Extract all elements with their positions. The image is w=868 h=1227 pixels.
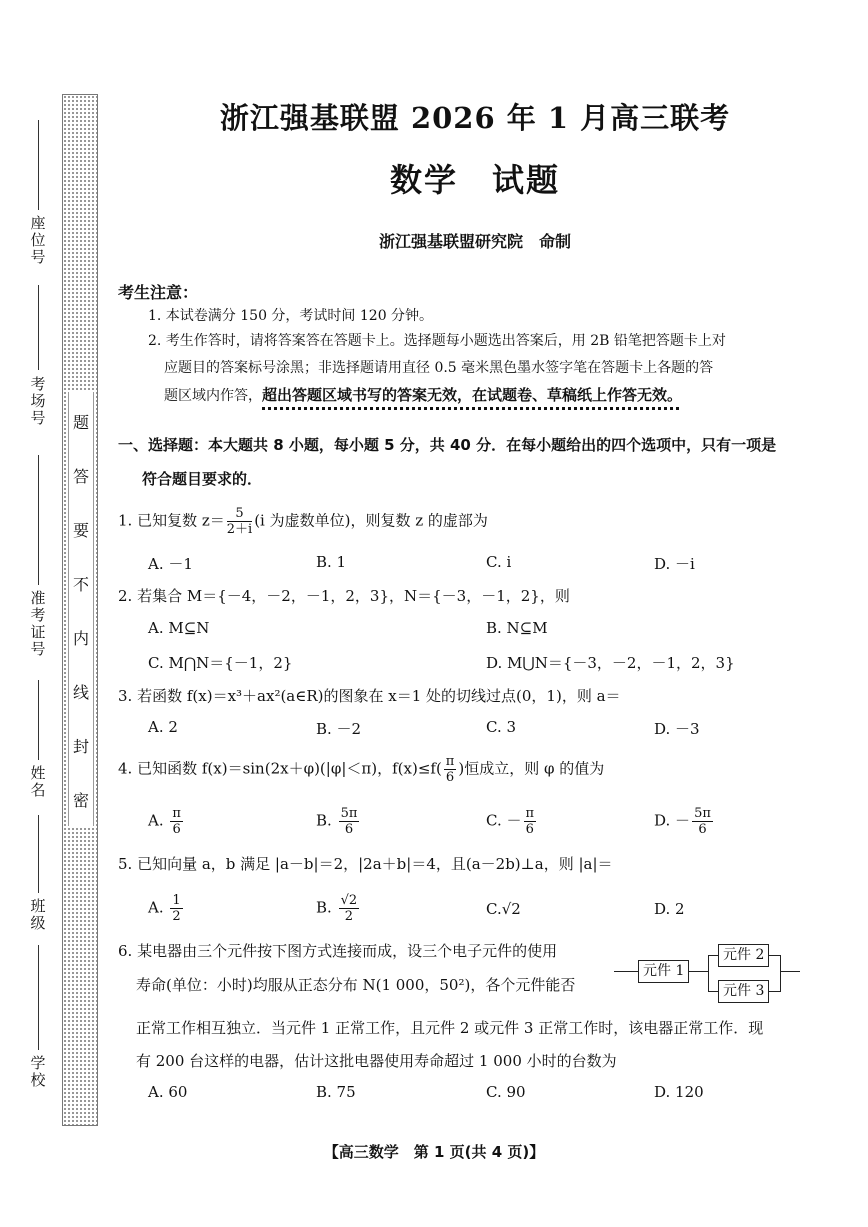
q4-b-fraction — [339, 806, 360, 837]
q4-b-label: B. — [316, 811, 332, 830]
seat-label: 座位号 — [30, 214, 46, 266]
notice-item-2-line-2: 应题目的答案标号涂黑；非选择题请用直径 0.5 毫米黑色墨水签字笔在答题卡上各题的答 — [164, 360, 714, 376]
q5-option-d — [654, 900, 685, 918]
notice-item-1: 1. 本试卷满分 150 分，考试时间 120 分钟。 — [148, 308, 434, 324]
q1-option-a: A. －1 — [148, 555, 193, 573]
wire-in — [614, 971, 638, 972]
q4-a-den: 6 — [172, 822, 181, 837]
question-5-stem: 5. 已知向量 a，b 满足 |a－b|＝2，|2a＋b|＝4，且(a－2b)⊥a，则 |a|＝ — [118, 855, 613, 873]
q4-d-num: 5π — [694, 806, 711, 821]
q4-c-num: π — [525, 806, 535, 821]
question-6-line-2: 寿命(单位：小时)均服从正态分布 N(1 000，50²)，各个元件能否 — [136, 976, 576, 994]
q4-b-den: 6 — [344, 822, 354, 837]
seal-char: 封 — [72, 737, 89, 756]
q3-option-b: B. －2 — [316, 720, 362, 738]
ticket-label: 准考证号 — [30, 589, 46, 658]
subject-title: 数学 试题 — [389, 161, 560, 199]
room-label: 考场号 — [30, 375, 46, 427]
name-label: 姓名 — [30, 764, 46, 799]
notice-text: 题区域内作答， — [164, 388, 262, 404]
component-3: 元件 3 — [718, 980, 769, 1003]
q6-option-d: D. 120 — [654, 1083, 704, 1101]
room-line — [38, 285, 39, 370]
question-6-line-3: 正常工作相互独立．当元件 1 正常工作，且元件 2 或元件 3 正常工作时，该电器正常工作．现 — [136, 1019, 764, 1037]
q3-option-d: D. －3 — [654, 720, 700, 738]
q6-option-b: B. 75 — [316, 1083, 356, 1101]
q5-option-a — [148, 893, 185, 924]
notice-heading: 考生注意： — [118, 283, 199, 302]
q5-d-label: D. — [654, 900, 671, 918]
q5-b-den: 2 — [344, 909, 353, 924]
school-label: 学校 — [30, 1054, 46, 1089]
q4-suffix: )恒成立，则 φ 的值为 — [458, 759, 605, 778]
component-2: 元件 2 — [718, 944, 769, 967]
q2-option-b: B. N⊆M — [486, 619, 548, 637]
q4-d-fraction — [692, 806, 713, 837]
seal-char: 要 — [72, 521, 89, 540]
q3-option-a: A. 2 — [148, 718, 178, 736]
issuer: 浙江强基联盟研究院 命制 — [378, 232, 571, 251]
wire-right-vertical — [780, 955, 781, 992]
q5-option-c — [486, 900, 521, 918]
ticket-line — [38, 455, 39, 585]
q5-b-label: B. — [316, 898, 332, 917]
q4-b-num: 5π — [340, 806, 358, 821]
seal-char: 题 — [72, 413, 89, 432]
question-6-line-4: 有 200 台这样的电器，估计这批电器使用寿命超过 1 000 小时的台数为 — [136, 1052, 617, 1070]
question-1-stem — [118, 506, 488, 537]
q5-option-b — [316, 893, 361, 924]
page-footer: 【高三数学 第 1 页(共 4 页)】 — [323, 1143, 545, 1161]
wire-top-right — [768, 955, 780, 956]
q5-a-label: A. — [148, 898, 164, 917]
q5-b-num: √2 — [340, 893, 358, 908]
q6-option-c: C. 90 — [486, 1083, 526, 1101]
seal-notice — [68, 392, 94, 826]
q5-a-den: 2 — [172, 909, 181, 924]
q4-d-label: D. — [654, 811, 671, 830]
q4-c-den: 6 — [525, 822, 534, 837]
q4-c-fraction — [524, 806, 537, 837]
seal-char: 密 — [72, 791, 89, 810]
q4-frac-den: 6 — [445, 770, 455, 785]
q4-option-b — [316, 806, 361, 837]
question-4-stem — [118, 754, 604, 785]
question-2-stem: 2. 若集合 M＝{－4，－2，－1，2，3}，N＝{－3，－1，2}，则 — [118, 587, 570, 605]
section-heading-line-2: 符合题目要求的． — [142, 470, 263, 488]
q1-frac-num: 5 — [227, 506, 252, 522]
section-heading — [118, 430, 808, 494]
notice-item-2-line-3 — [164, 382, 682, 410]
seal-char: 内 — [72, 629, 89, 648]
name-line — [38, 680, 39, 760]
seal-char: 答 — [72, 467, 89, 486]
q4-option-c — [486, 806, 538, 837]
class-line — [38, 815, 39, 893]
q2-option-c: C. M⋂N＝{－1，2} — [148, 654, 293, 672]
q1-suffix: (i 为虚数单位)，则复数 z 的虚部为 — [254, 511, 488, 530]
component-1: 元件 1 — [638, 960, 689, 983]
question-3-stem: 3. 若函数 f(x)＝x³＋ax²(a∈R)的图象在 x＝1 处的切线过点(0，1)，则 a＝ — [118, 687, 621, 705]
q4-d-den: 6 — [698, 822, 707, 837]
q4-option-d — [654, 806, 715, 837]
wire-mid — [688, 971, 708, 972]
seal-char: 线 — [72, 683, 89, 702]
notice-emphasis: 超出答题区域书写的答案无效，在试题卷、草稿纸上作答无效。 — [262, 386, 683, 404]
q4-a-fraction — [170, 806, 183, 837]
q1-fraction — [227, 506, 252, 537]
q1-option-b: B. 1 — [316, 553, 347, 571]
q4-d-sign: － — [675, 811, 691, 830]
q5-a-fraction — [170, 893, 182, 924]
q4-a-num: π — [172, 806, 181, 821]
q1-frac-den: 2＋i — [226, 522, 253, 537]
q3-option-c: C. 3 — [486, 718, 517, 736]
notice-item-2-line-1: 2. 考生作答时，请将答案答在答题卡上。选择题每小题选出答案后，用 2B 铅笔把答题卡上对 — [148, 333, 726, 349]
question-6-line-1: 6. 某电器由三个元件按下图方式连接而成，设三个电子元件的使用 — [118, 942, 558, 960]
exam-title: 浙江强基联盟 2026 年 1 月高三联考 — [219, 101, 731, 135]
q6-option-a: A. 60 — [148, 1083, 188, 1101]
seal-char: 不 — [72, 575, 89, 594]
q5-b-fraction — [339, 893, 360, 924]
q1-prefix: 1. 已知复数 z＝ — [118, 511, 225, 530]
wire-out — [780, 971, 800, 972]
school-line — [38, 945, 39, 1050]
wire-bottom-right — [768, 991, 780, 992]
class-label: 班级 — [30, 897, 46, 932]
q5-a-num: 1 — [172, 893, 181, 908]
seat-line — [38, 120, 39, 210]
q5-d-value: 2 — [675, 900, 685, 918]
q2-option-a: A. M⊆N — [148, 619, 210, 637]
q4-a-label: A. — [148, 811, 164, 830]
q4-option-a — [148, 806, 185, 837]
q4-fraction — [444, 754, 457, 785]
wire-left-vertical — [708, 955, 709, 992]
q2-option-d: D. M⋃N＝{－3，－2，－1，2，3} — [486, 654, 735, 672]
q1-option-c: C. i — [486, 553, 512, 571]
q5-c-label: C. — [486, 900, 502, 918]
q4-c-label: C. — [486, 811, 502, 830]
section-heading-line-1: 一、选择题：本大题共 8 小题，每小题 5 分，共 40 分．在每小题给出的四个选项中，只有一项是 — [118, 436, 777, 454]
q4-prefix: 4. 已知函数 f(x)＝sin(2x＋φ)(|φ|＜π)，f(x)≤f( — [118, 759, 442, 778]
q5-c-value: √2 — [501, 900, 521, 918]
q4-frac-num: π — [445, 754, 455, 769]
q1-option-d: D. －i — [654, 555, 695, 573]
q4-c-sign: － — [506, 811, 522, 830]
